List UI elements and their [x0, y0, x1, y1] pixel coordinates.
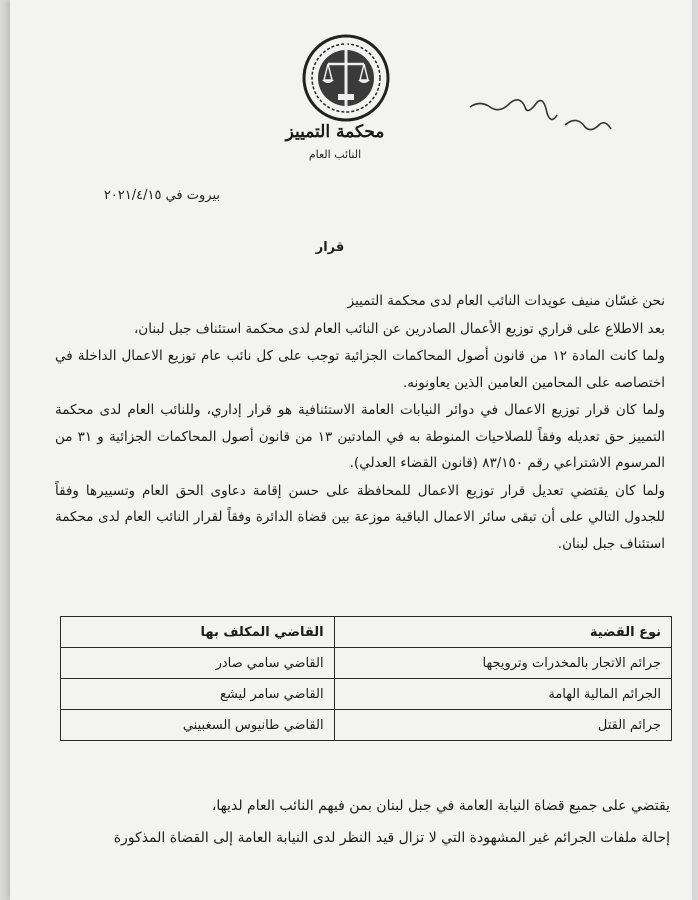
court-name: محكمة التمييز: [285, 122, 385, 142]
handwritten-signature: [465, 85, 615, 145]
paragraph: ولما كان قرار توزيع الاعمال في دوائر النيابات العامة الاستئنافية هو قرار إداري، وللنائب العام لدى محكمة التمييز حق تعديله وفقاً للصلاحيات المنوطة به في المادتين ١٣ من قانون أصول المحاكمات الجزائية و ٣١ من المرسوم الاشتراعي رقم ٨٣/١٥٠ (قانون القضاء العدلي).: [55, 402, 665, 471]
document-date: بيروت في ٢٠٢١/٤/١٥: [103, 188, 220, 203]
paragraph: ولما كان يقتضي تعديل قرار توزيع الاعمال للمحافظة على حسن إقامة دعاوى الحق العام وتسييرها وفقاً للجدول التالي على أن تبقى سائر الاعمال الباقية موزعة بين قضاة الدائرة وفقاً لقرار النائب العام لدى محكمة استئناف جبل لبنان.: [55, 482, 665, 552]
table-cell: القاضي سامر ليشع: [61, 679, 335, 710]
table-cell: القاضي سامي صادر: [61, 648, 335, 679]
footer-line: إحالة ملفات الجرائم غير المشهودة التي لا تزال قيد النظر لدى النيابة العامة إلى القضاة المذكورة: [113, 830, 670, 846]
table-header-cell: القاضي المكلف بها: [61, 617, 335, 648]
department-name: النائب العام: [308, 148, 362, 161]
table-cell: جرائم الاتجار بالمخدرات وترويجها: [334, 648, 671, 679]
table-cell: الجرائم المالية الهامة: [334, 679, 671, 710]
paragraph: ولما كانت المادة ١٢ من قانون أصول المحاكمات الجزائية توجب على كل نائب عام توزيع الاعمال الداخلة في اختصاصه على المحامين العامين الذين يعاونونه.: [55, 348, 665, 391]
table-cell: القاضي طانيوس السغبيني: [61, 710, 335, 741]
table-header-cell: نوع القضية: [334, 617, 671, 648]
document-body: [55, 288, 665, 557]
document-footer: [40, 790, 670, 854]
table-row: [61, 679, 672, 710]
footer-line: يقتضي على جميع قضاة النيابة العامة في جبل لبنان بمن فيهم النائب العام لديها،: [211, 798, 670, 814]
court-seal-logo: [300, 32, 392, 124]
case-assignment-table: [60, 616, 672, 741]
paragraph: نحن غسّان منيف عويدات النائب العام لدى محكمة التمييز: [347, 293, 665, 309]
table-row: [61, 648, 672, 679]
document-page: [10, 0, 692, 900]
paragraph: بعد الاطلاع على قراري توزيع الأعمال الصادرين عن النائب العام لدى محكمة استئناف جبل لبنان،: [133, 320, 665, 337]
table-header-row: [61, 617, 672, 648]
table-cell: جرائم القتل: [334, 710, 671, 741]
table-row: [61, 710, 672, 741]
document-title: قرار: [315, 240, 345, 255]
